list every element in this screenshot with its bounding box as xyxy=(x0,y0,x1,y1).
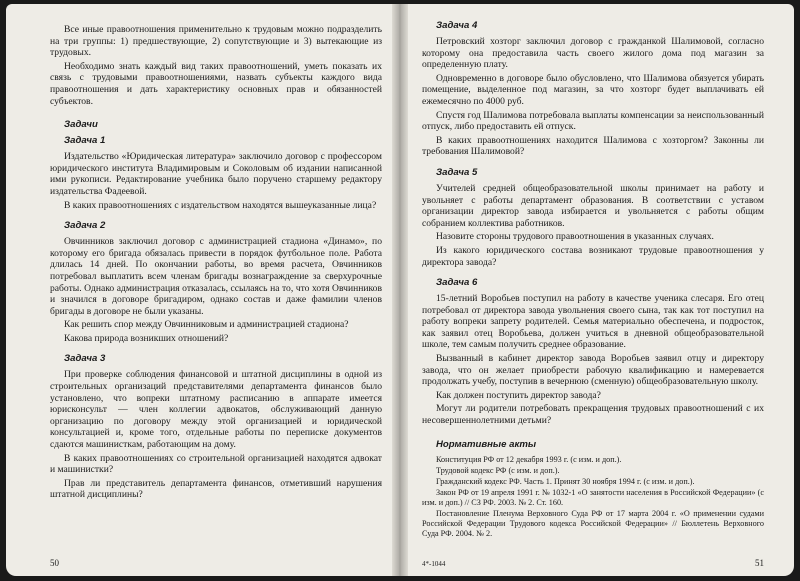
task-6-paragraph: 15-летний Воробьев поступил на работу в качестве ученика слесаря. Его отец потребовал от директора завода увольнения своего сына, так как тот поступил на работу вопреки запрету родителей. Семья материально обеспечена, и подросток, как заявил отец Воробьева, должен учиться в дневной общеобразовательной школе, тем самым получить среднее образование. xyxy=(422,293,764,351)
act-item: Закон РФ от 19 апреля 1991 г. № 1032-1 «О занятости населения в Российской Федерации» (с изм. и доп.) // СЗ РФ. 2003. № 2. Ст. 160. xyxy=(422,487,764,507)
task-3-paragraph: При проверке соблюдения финансовой и штатной дисциплины в одной из строительных организаций представителями департамента финансов было установлено, что вопреки штатному расписанию в аппарате имеется юрисконсульт — член коллегии адвокатов, обслуживающий данную организацию по договору между этой организацией и юридической консультацией и, кроме того, отдельные работы по переписке документов сдаются машинисткам, работающим на дому. xyxy=(50,369,382,451)
task-4-paragraph: В каких правоотношениях находится Шалимова с хозторгом? Законны ли требования Шалимовой? xyxy=(422,134,764,158)
tasks-heading: Задачи xyxy=(64,119,98,131)
act-item: Конституция РФ от 12 декабря 1993 г. (с изм. и доп.). xyxy=(436,454,622,464)
task-6-heading: Задача 6 xyxy=(436,277,478,289)
intro-paragraph: Необходимо знать каждый вид таких правоотношений, уметь показать их связь с трудовыми правоотношениями, назвать субъекты каждого вида правоотношения и дать характеристику основных прав и обязанностей субъектов. xyxy=(50,60,382,107)
task-2-paragraph: Как решить спор между Овчинниковым и администрацией стадиона? xyxy=(64,319,349,331)
task-6-paragraph: Как должен поступить директор завода? xyxy=(436,389,601,401)
task-2-paragraph: Овчинников заключил договор с администрацией стадиона «Динамо», по которому его бригада обязалась привести в порядок футбольное поле. Работа длилась 14 дней. По окончании работы, во время расчета, Овчинников потребовал выплатить всем членам бригады вознаграждение за сверхурочные работы. Однако администрация отказалась, ссылаясь на то, что хотя Овчинников и значился в договоре бригадиром, однако состав и даже фамилии членов бригады в договоре не были указаны. xyxy=(50,236,382,317)
task-1-heading: Задача 1 xyxy=(64,135,106,147)
intro-paragraph: Все иные правоотношения применительно к трудовым можно подразделить на три группы: 1) предшествующие, 2) сопутствующие и 3) вытекающие из трудовых. xyxy=(50,24,382,59)
act-item: Гражданский кодекс РФ. Часть 1. Принят 30 ноября 1994 г. (с изм. и доп.). xyxy=(436,476,695,486)
task-4-heading: Задача 4 xyxy=(436,20,478,31)
page-number-left: 50 xyxy=(50,558,59,568)
task-3-heading: Задача 3 xyxy=(64,353,106,365)
acts-heading: Нормативные акты xyxy=(436,438,537,450)
task-6-paragraph: Вызванный в кабинет директор завода Воробьев заявил отцу и директору завода, что он желает приобрести рабочую квалификацию и намеревается продолжать учебу, поступив в вечернюю (сменную) общеобразовательную школу. xyxy=(422,353,764,388)
task-5-heading: Задача 5 xyxy=(436,166,478,178)
book-gutter xyxy=(392,4,408,576)
right-page xyxy=(400,4,794,576)
task-1-paragraph: Издательство «Юридическая литература» заключило договор с профессором юридического института Владимировым и Соколовым об издании написанной ими рукописи. Редактирование учебника было поручено старшему редактору издательства Фадеевой. xyxy=(50,151,382,197)
act-item: Постановление Пленума Верховного Суда РФ от 17 марта 2004 г. «О применении судами Российской Федерации Трудового кодекса Российской Федерации» // Бюллетень Верховного Суда РФ. 2004. № 2. xyxy=(422,508,764,538)
acts-list xyxy=(422,455,764,539)
task-5-paragraph: Учителей средней общеобразовательной школы принимает на работу и увольняет с работы департамент образования. В соответствии с уставом организации директор завода избирается и увольняется с работы общим собранием коллектива работников. xyxy=(422,182,764,229)
task-3-paragraph: В каких правоотношениях со строительной организацией находятся адвокат и машинистки? xyxy=(50,452,382,476)
task-5-paragraph: Из какого юридического состава возникают трудовые правоотношения у директора завода? xyxy=(422,244,764,268)
left-page xyxy=(6,4,400,576)
task-1-paragraph: В каких правоотношениях с издательством находятся вышеуказанные лица? xyxy=(64,199,377,211)
task-4-paragraph: Петровский хозторг заключил договор с гражданкой Шалимовой, согласно которому она предоставила часть своего жилого дома под магазин за определенную плату. xyxy=(422,36,764,71)
task-4-paragraph: Спустя год Шалимова потребовала выплаты компенсации за неиспользованный отпуск, либо предоставить ей отпуск. xyxy=(422,109,764,133)
act-item: Трудовой кодекс РФ (с изм. и доп.). xyxy=(436,465,560,475)
task-6-paragraph: Могут ли родители потребовать прекращения трудовых правоотношений с их несовершеннолетними детьми? xyxy=(422,403,764,427)
task-4-paragraph: Одновременно в договоре было обусловлено, что Шалимова обязуется убирать помещение, выделенное под магазин, за что хозторг будет выплачивать ей ежемесячно по 4000 руб. xyxy=(422,72,764,107)
printer-signature: 4*-1044 xyxy=(422,560,446,568)
task-3-paragraph: Прав ли представитель департамента финансов, отметивший нарушения штатной дисциплины? xyxy=(50,477,382,501)
task-5-paragraph: Назовите стороны трудового правоотношения в указанных случаях. xyxy=(436,231,714,243)
task-2-paragraph: Какова природа возникших отношений? xyxy=(64,332,229,344)
task-2-heading: Задача 2 xyxy=(64,220,106,232)
page-number-right: 51 xyxy=(755,558,764,568)
